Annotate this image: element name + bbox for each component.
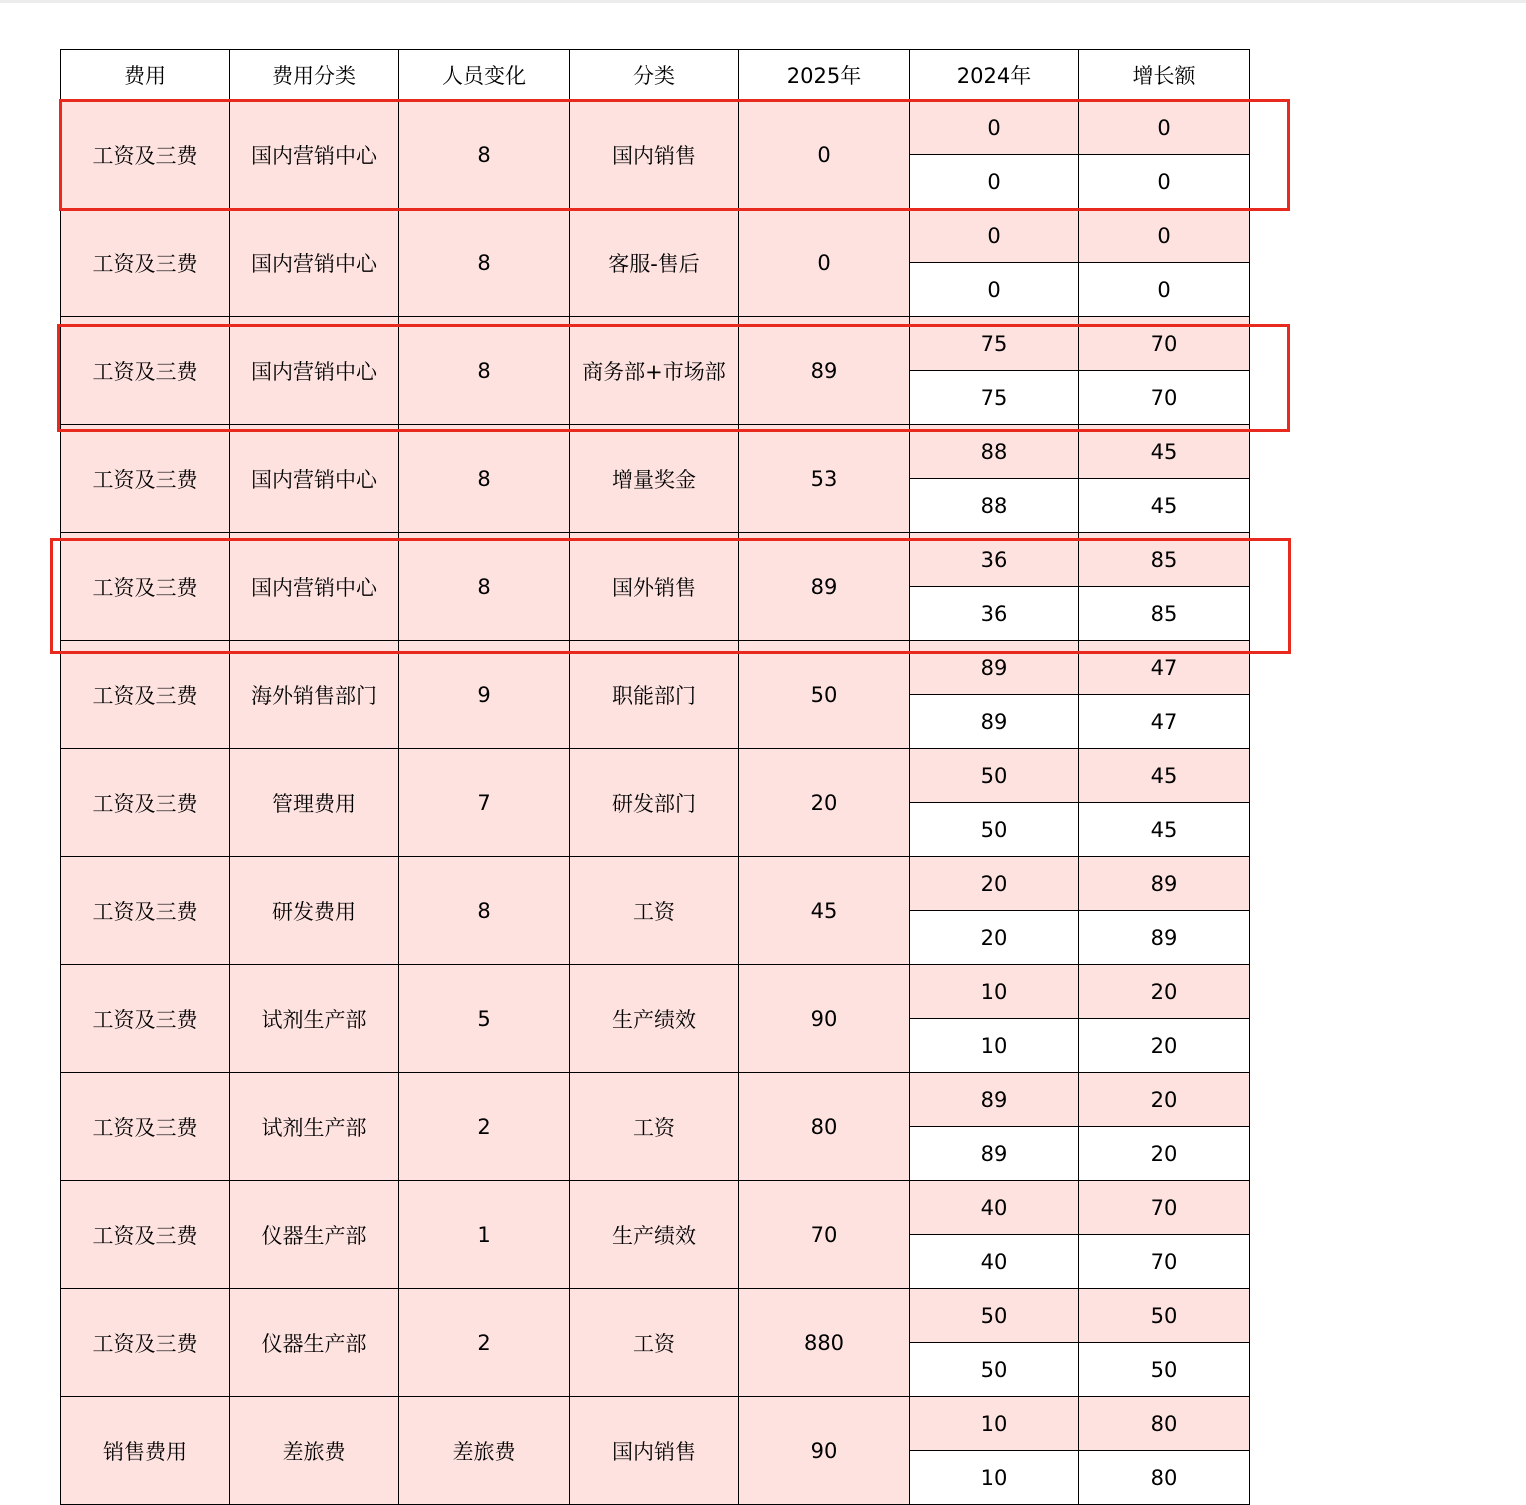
cell-2025[interactable]: 20: [739, 749, 910, 857]
cell-category[interactable]: 管理费用: [230, 749, 399, 857]
header-row: [61, 50, 1250, 101]
cell-growth[interactable]: 85: [1079, 533, 1250, 587]
cell-2024[interactable]: 50: [910, 803, 1079, 857]
cell-change[interactable]: 8: [399, 209, 570, 317]
cell-fee[interactable]: 工资及三费: [61, 533, 230, 641]
header-category: 费用分类: [230, 50, 399, 101]
cell-class[interactable]: 生产绩效: [570, 965, 739, 1073]
table-row: [61, 1181, 1250, 1235]
cell-class[interactable]: 国内销售: [570, 101, 739, 209]
cell-2025[interactable]: 89: [739, 317, 910, 425]
table-row: [61, 533, 1250, 587]
cell-class[interactable]: 职能部门: [570, 641, 739, 749]
cell-growth[interactable]: 80: [1079, 1397, 1250, 1451]
cell-category[interactable]: 差旅费: [230, 1397, 399, 1505]
cell-growth[interactable]: 45: [1079, 425, 1250, 479]
cell-2024[interactable]: 89: [910, 641, 1079, 695]
cell-2024[interactable]: 36: [910, 533, 1079, 587]
cell-2025[interactable]: 89: [739, 533, 910, 641]
cell-2025[interactable]: 53: [739, 425, 910, 533]
cell-growth[interactable]: 45: [1079, 803, 1250, 857]
cell-growth[interactable]: 20: [1079, 1019, 1250, 1073]
cell-growth[interactable]: 80: [1079, 1451, 1250, 1505]
cell-growth[interactable]: 70: [1079, 371, 1250, 425]
cell-change[interactable]: 8: [399, 533, 570, 641]
cell-2024[interactable]: 36: [910, 587, 1079, 641]
cell-2024[interactable]: 40: [910, 1181, 1079, 1235]
cell-fee[interactable]: 工资及三费: [61, 749, 230, 857]
cell-growth[interactable]: 47: [1079, 641, 1250, 695]
cell-2024[interactable]: 75: [910, 371, 1079, 425]
cell-category[interactable]: 国内营销中心: [230, 425, 399, 533]
cell-class[interactable]: 工资: [570, 1289, 739, 1397]
cell-change[interactable]: 5: [399, 965, 570, 1073]
cell-change[interactable]: 2: [399, 1289, 570, 1397]
cell-growth[interactable]: 89: [1079, 857, 1250, 911]
table-row: [61, 209, 1250, 263]
cell-category[interactable]: 试剂生产部: [230, 1073, 399, 1181]
cell-class[interactable]: 客服-售后: [570, 209, 739, 317]
cell-category[interactable]: 仪器生产部: [230, 1181, 399, 1289]
cell-2025[interactable]: 50: [739, 641, 910, 749]
cell-change[interactable]: 差旅费: [399, 1397, 570, 1505]
header-class: 分类: [570, 50, 739, 101]
cell-growth[interactable]: 50: [1079, 1343, 1250, 1397]
cell-fee[interactable]: 工资及三费: [61, 965, 230, 1073]
cell-2025[interactable]: 45: [739, 857, 910, 965]
cell-2024[interactable]: 20: [910, 857, 1079, 911]
cell-2025[interactable]: 0: [739, 101, 910, 209]
cell-2025[interactable]: 0: [739, 209, 910, 317]
cell-2024[interactable]: 50: [910, 749, 1079, 803]
cell-change[interactable]: 1: [399, 1181, 570, 1289]
expense-table: [60, 49, 1250, 1505]
cell-class[interactable]: 工资: [570, 1073, 739, 1181]
cell-2024[interactable]: 20: [910, 911, 1079, 965]
cell-fee[interactable]: 工资及三费: [61, 425, 230, 533]
cell-category[interactable]: 国内营销中心: [230, 317, 399, 425]
cell-2025[interactable]: 90: [739, 1397, 910, 1505]
header-growth: 增长额: [1079, 50, 1250, 101]
cell-2024[interactable]: 88: [910, 479, 1079, 533]
table-row: [61, 101, 1250, 155]
table-row: [61, 965, 1250, 1019]
cell-category[interactable]: 仪器生产部: [230, 1289, 399, 1397]
cell-class[interactable]: 生产绩效: [570, 1181, 739, 1289]
top-divider: [0, 0, 1526, 3]
cell-change[interactable]: 8: [399, 317, 570, 425]
cell-fee[interactable]: 工资及三费: [61, 209, 230, 317]
cell-class[interactable]: 国内销售: [570, 1397, 739, 1505]
cell-growth[interactable]: 50: [1079, 1289, 1250, 1343]
cell-growth[interactable]: 45: [1079, 479, 1250, 533]
cell-growth[interactable]: 45: [1079, 749, 1250, 803]
table-row: [61, 317, 1250, 371]
cell-growth[interactable]: 20: [1079, 1127, 1250, 1181]
cell-change[interactable]: 8: [399, 857, 570, 965]
cell-2024[interactable]: 10: [910, 1397, 1079, 1451]
cell-growth[interactable]: 89: [1079, 911, 1250, 965]
cell-fee[interactable]: 工资及三费: [61, 1181, 230, 1289]
cell-2024[interactable]: 10: [910, 1019, 1079, 1073]
cell-2024[interactable]: 0: [910, 263, 1079, 317]
cell-fee[interactable]: 工资及三费: [61, 1289, 230, 1397]
cell-category[interactable]: 海外销售部门: [230, 641, 399, 749]
cell-change[interactable]: 9: [399, 641, 570, 749]
table-row: [61, 641, 1250, 695]
cell-2025[interactable]: 80: [739, 1073, 910, 1181]
cell-change[interactable]: 8: [399, 101, 570, 209]
cell-category[interactable]: 试剂生产部: [230, 965, 399, 1073]
cell-category[interactable]: 国内营销中心: [230, 533, 399, 641]
cell-growth[interactable]: 20: [1079, 1073, 1250, 1127]
cell-2024[interactable]: 0: [910, 209, 1079, 263]
cell-growth[interactable]: 0: [1079, 101, 1250, 155]
cell-class[interactable]: 商务部+市场部: [570, 317, 739, 425]
cell-change[interactable]: 8: [399, 425, 570, 533]
table-row: [61, 749, 1250, 803]
cell-class[interactable]: 研发部门: [570, 749, 739, 857]
cell-growth[interactable]: 47: [1079, 695, 1250, 749]
table-row: [61, 1289, 1250, 1343]
cell-2024[interactable]: 40: [910, 1235, 1079, 1289]
cell-2024[interactable]: 88: [910, 425, 1079, 479]
cell-fee[interactable]: 销售费用: [61, 1397, 230, 1505]
cell-category[interactable]: 研发费用: [230, 857, 399, 965]
cell-growth[interactable]: 0: [1079, 209, 1250, 263]
header-2024: 2024年: [910, 50, 1079, 101]
cell-2024[interactable]: 0: [910, 155, 1079, 209]
cell-growth[interactable]: 70: [1079, 1181, 1250, 1235]
table-row: [61, 857, 1250, 911]
cell-2025[interactable]: 70: [739, 1181, 910, 1289]
cell-category[interactable]: 国内营销中心: [230, 209, 399, 317]
cell-class[interactable]: 工资: [570, 857, 739, 965]
cell-2024[interactable]: 0: [910, 101, 1079, 155]
cell-change[interactable]: 2: [399, 1073, 570, 1181]
cell-growth[interactable]: 0: [1079, 155, 1250, 209]
cell-growth[interactable]: 70: [1079, 317, 1250, 371]
cell-change[interactable]: 7: [399, 749, 570, 857]
cell-class[interactable]: 增量奖金: [570, 425, 739, 533]
header-fee: 费用: [61, 50, 230, 101]
header-change: 人员变化: [399, 50, 570, 101]
cell-2024[interactable]: 10: [910, 1451, 1079, 1505]
table-row: [61, 1397, 1250, 1451]
cell-fee[interactable]: 工资及三费: [61, 857, 230, 965]
cell-growth[interactable]: 20: [1079, 965, 1250, 1019]
cell-2024[interactable]: 89: [910, 1073, 1079, 1127]
cell-2024[interactable]: 10: [910, 965, 1079, 1019]
cell-2024[interactable]: 50: [910, 1289, 1079, 1343]
cell-fee[interactable]: 工资及三费: [61, 641, 230, 749]
cell-fee[interactable]: 工资及三费: [61, 101, 230, 209]
cell-2025[interactable]: 880: [739, 1289, 910, 1397]
cell-2024[interactable]: 75: [910, 317, 1079, 371]
table-row: [61, 1073, 1250, 1127]
cell-2025[interactable]: 90: [739, 965, 910, 1073]
cell-growth[interactable]: 0: [1079, 263, 1250, 317]
header-2025: 2025年: [739, 50, 910, 101]
cell-2024[interactable]: 89: [910, 1127, 1079, 1181]
cell-2024[interactable]: 50: [910, 1343, 1079, 1397]
table-row: [61, 425, 1250, 479]
cell-2024[interactable]: 89: [910, 695, 1079, 749]
cell-fee[interactable]: 工资及三费: [61, 1073, 230, 1181]
cell-growth[interactable]: 70: [1079, 1235, 1250, 1289]
cell-category[interactable]: 国内营销中心: [230, 101, 399, 209]
cell-fee[interactable]: 工资及三费: [61, 317, 230, 425]
cell-class[interactable]: 国外销售: [570, 533, 739, 641]
cell-growth[interactable]: 85: [1079, 587, 1250, 641]
